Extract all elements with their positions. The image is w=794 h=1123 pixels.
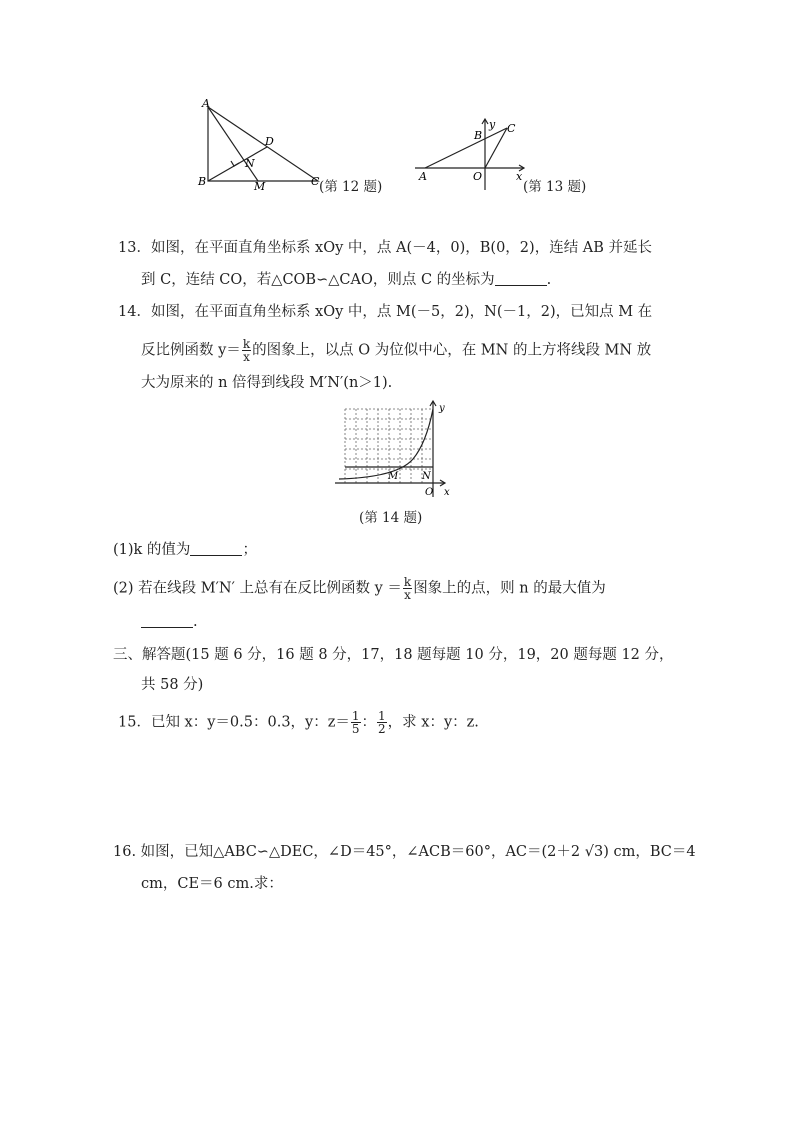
label-y: y [489,118,496,131]
q13-end: . [546,272,552,288]
hyperbola-curve [339,409,433,479]
q13-line1: 13．如图，在平面直角坐标系 xOy 中，点 A(－4，0)，B(0，2)，连结 AB 并延长 [118,240,653,256]
q16-line1: 16. 如图，已知△ABC∽△DEC，∠D＝45°，∠ACB＝60°，AC＝(2＋2 √3) cm，BC＝4 [113,844,696,860]
segment-ac [425,128,507,168]
q15-colon: ： [361,714,377,731]
label-m: M [254,180,266,193]
fig13-caption: (第 13 题) [523,179,587,195]
fig14-caption: (第 14 题) [359,510,423,526]
fraction-denominator: 5 [351,722,360,736]
fraction-denominator: x [243,350,250,364]
fraction-numerator: 1 [378,709,386,723]
label-x: x [444,487,450,498]
q13-line2 [141,270,551,290]
label-x: x [516,170,523,183]
fraction-numerator: 1 [351,709,360,723]
answer-blank [495,271,547,286]
fraction-one-fifth [351,710,361,735]
label-c: C [507,122,516,135]
fig12-caption: (第 12 题) [319,179,383,195]
label-n: N [245,157,255,170]
q14-sub1 [113,540,257,560]
q14-text-b: 的图象上，以点 O 为位似中心，在 MN 的上方将线段 MN 放 [252,342,652,359]
q14-line3: 大为原来的 n 倍得到线段 M′N′(n＞1). [141,375,393,391]
section3-heading-2: 共 58 分) [141,677,204,693]
label-d: D [265,135,274,148]
q14-sub1-text: (1)k 的值为 [113,542,191,558]
triangle-abc [208,107,318,181]
q15-text-b: ，求 x：y：z. [387,714,479,731]
label-o: O [473,170,483,183]
q14-sub2-text-a: (2) 若在线段 M′N′ 上总有在反比例函数 y ＝ [113,580,402,597]
figure-13 [410,110,530,190]
q15-text-a: 15．已知 x：y＝0.5：0.3，y：z＝ [118,714,350,731]
label-b: B [474,129,483,142]
fraction-k-over-x [403,576,412,601]
label-m: M [388,471,399,482]
label-o: O [425,487,434,498]
label-a: A [419,170,427,183]
q14-sub2-text-b: 图象上的点，则 n 的最大值为 [413,580,606,597]
figure-14 [333,397,458,502]
q14-text-a: 反比例函数 y＝ [141,342,241,359]
q14-sub2-end: . [193,614,198,630]
label-y: y [439,403,445,414]
q14-line1: 14．如图，在平面直角坐标系 xOy 中，点 M(－5，2)，N(－1，2)，已知点 M 在 [118,304,653,320]
q16-line2: cm，CE＝6 cm.求： [141,876,283,892]
q14-sub1-end: ； [242,542,257,558]
label-c: C [311,175,320,188]
q14-sub2-line2 [141,612,198,632]
q15 [118,710,479,735]
fraction-one-half [377,710,387,735]
q13-text: 到 C，连结 CO，若△COB∽△CAO，则点 C 的坐标为 [141,272,495,288]
fraction-denominator: x [404,588,411,602]
q14-line2 [141,338,651,363]
right-angle-mark [231,161,239,166]
q14-sub2 [113,576,606,601]
answer-blank [190,541,242,556]
label-n: N [422,471,431,482]
label-b: B [198,175,207,188]
fraction-denominator: 2 [378,722,386,736]
fraction-numerator: k [242,337,251,351]
label-a: A [202,97,210,110]
fraction-numerator: k [403,575,412,589]
fraction-k-over-x [242,338,251,363]
answer-blank [141,613,193,628]
section3-heading: 三、解答题(15 题 6 分，16 题 8 分，17，18 题每题 10 分，19，20 题每题 12 分， [113,647,674,663]
